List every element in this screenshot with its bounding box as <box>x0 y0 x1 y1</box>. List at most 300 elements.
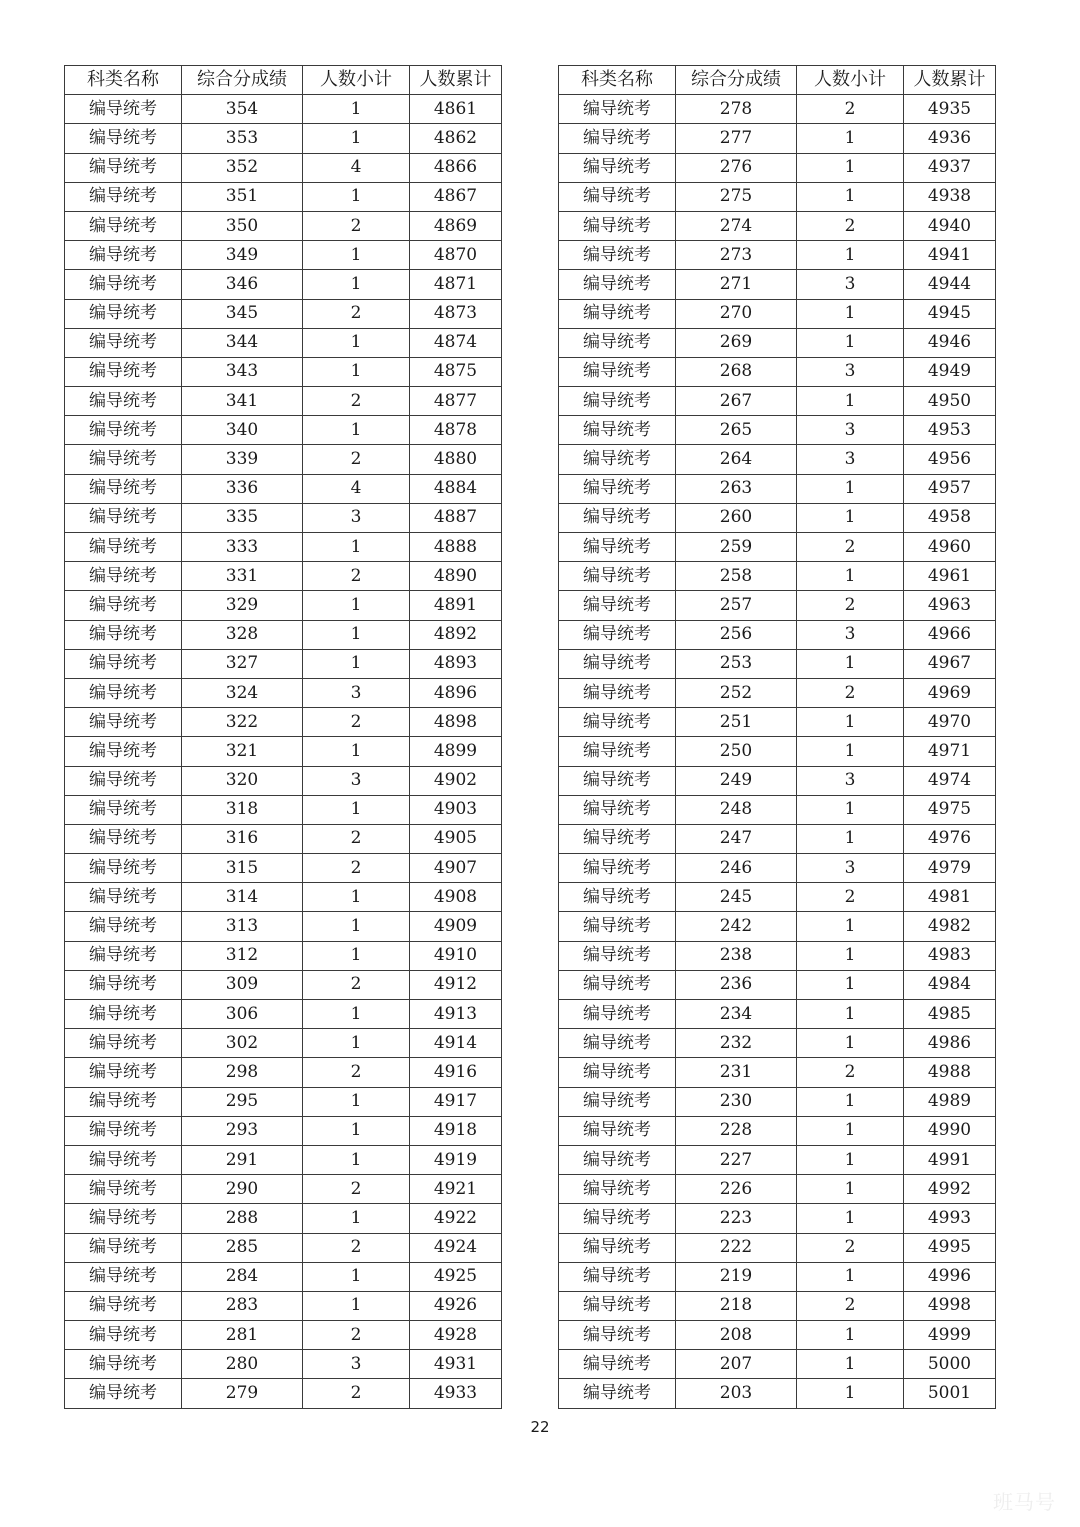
cell-cumulative: 4928 <box>410 1321 502 1350</box>
table-row <box>65 620 502 649</box>
cell-subject: 编导统考 <box>559 854 676 883</box>
cell-subtotal: 1 <box>303 1204 410 1233</box>
cell-score: 331 <box>182 562 303 591</box>
cell-cumulative: 4937 <box>904 153 996 182</box>
cell-cumulative: 4902 <box>410 766 502 795</box>
cell-subject: 编导统考 <box>65 1145 182 1174</box>
cell-subtotal: 1 <box>303 95 410 124</box>
table-row <box>559 1175 996 1204</box>
cell-cumulative: 4949 <box>904 357 996 386</box>
cell-cumulative: 4867 <box>410 182 502 211</box>
table-row <box>65 1145 502 1174</box>
cell-subject: 编导统考 <box>65 941 182 970</box>
cell-subtotal: 1 <box>797 708 904 737</box>
cell-cumulative: 4998 <box>904 1291 996 1320</box>
cell-subject: 编导统考 <box>559 824 676 853</box>
cell-subject: 编导统考 <box>65 795 182 824</box>
table-row <box>559 474 996 503</box>
cell-subtotal: 1 <box>797 649 904 678</box>
cell-subject: 编导统考 <box>559 620 676 649</box>
cell-subtotal: 1 <box>303 182 410 211</box>
cell-subtotal: 1 <box>797 970 904 999</box>
cell-subject: 编导统考 <box>65 503 182 532</box>
table-row <box>65 124 502 153</box>
cell-cumulative: 5000 <box>904 1350 996 1379</box>
cell-subject: 编导统考 <box>559 387 676 416</box>
cell-subject: 编导统考 <box>65 299 182 328</box>
cell-score: 290 <box>182 1175 303 1204</box>
table-row <box>559 387 996 416</box>
cell-subject: 编导统考 <box>65 95 182 124</box>
cell-score: 324 <box>182 678 303 707</box>
cell-subtotal: 1 <box>797 824 904 853</box>
cell-subtotal: 1 <box>797 1321 904 1350</box>
cell-cumulative: 4957 <box>904 474 996 503</box>
cell-cumulative: 4888 <box>410 533 502 562</box>
cell-subject: 编导统考 <box>65 387 182 416</box>
cell-cumulative: 4940 <box>904 211 996 240</box>
cell-score: 329 <box>182 591 303 620</box>
cell-subtotal: 1 <box>303 941 410 970</box>
cell-subtotal: 1 <box>797 124 904 153</box>
cell-score: 207 <box>676 1350 797 1379</box>
table-row <box>559 182 996 211</box>
cell-score: 295 <box>182 1087 303 1116</box>
cell-score: 251 <box>676 708 797 737</box>
table-row <box>65 737 502 766</box>
cell-subtotal: 3 <box>303 766 410 795</box>
cell-subject: 编导统考 <box>65 1087 182 1116</box>
table-row <box>559 1116 996 1145</box>
cell-subject: 编导统考 <box>559 562 676 591</box>
cell-score: 228 <box>676 1116 797 1145</box>
cell-subject: 编导统考 <box>559 1175 676 1204</box>
cell-score: 298 <box>182 1058 303 1087</box>
cell-subject: 编导统考 <box>559 941 676 970</box>
table-row <box>559 824 996 853</box>
header-score: 综合分成绩 <box>182 66 303 95</box>
cell-subtotal: 2 <box>797 1058 904 1087</box>
cell-subject: 编导统考 <box>559 795 676 824</box>
cell-subject: 编导统考 <box>65 1350 182 1379</box>
cell-subtotal: 2 <box>303 708 410 737</box>
cell-subject: 编导统考 <box>65 883 182 912</box>
cell-cumulative: 4991 <box>904 1145 996 1174</box>
cell-subtotal: 1 <box>797 1145 904 1174</box>
cell-score: 219 <box>676 1262 797 1291</box>
cell-subject: 编导统考 <box>559 533 676 562</box>
cell-score: 236 <box>676 970 797 999</box>
cell-cumulative: 4919 <box>410 1145 502 1174</box>
table-row <box>65 387 502 416</box>
cell-subject: 编导统考 <box>559 1087 676 1116</box>
cell-score: 313 <box>182 912 303 941</box>
cell-subtotal: 2 <box>797 678 904 707</box>
cell-subject: 编导统考 <box>559 970 676 999</box>
cell-subtotal: 1 <box>303 357 410 386</box>
cell-score: 353 <box>182 124 303 153</box>
score-table-right <box>558 65 996 1409</box>
table-row <box>65 941 502 970</box>
cell-subject: 编导统考 <box>65 1262 182 1291</box>
cell-score: 354 <box>182 95 303 124</box>
cell-cumulative: 4892 <box>410 620 502 649</box>
table-row <box>65 474 502 503</box>
cell-score: 350 <box>182 211 303 240</box>
cell-cumulative: 4884 <box>410 474 502 503</box>
cell-subject: 编导统考 <box>65 241 182 270</box>
cell-cumulative: 4878 <box>410 416 502 445</box>
cell-subject: 编导统考 <box>559 912 676 941</box>
table-row <box>65 1262 502 1291</box>
cell-cumulative: 4862 <box>410 124 502 153</box>
cell-cumulative: 4986 <box>904 1029 996 1058</box>
table-row <box>559 1029 996 1058</box>
cell-subject: 编导统考 <box>65 912 182 941</box>
table-row <box>65 1204 502 1233</box>
table-row <box>559 416 996 445</box>
cell-subject: 编导统考 <box>559 1321 676 1350</box>
table-row <box>65 1058 502 1087</box>
cell-subject: 编导统考 <box>65 1321 182 1350</box>
cell-score: 280 <box>182 1350 303 1379</box>
page-number: 22 <box>530 1418 550 1436</box>
cell-cumulative: 4866 <box>410 153 502 182</box>
cell-subject: 编导统考 <box>559 241 676 270</box>
table-row <box>65 299 502 328</box>
table-row <box>65 1321 502 1350</box>
cell-cumulative: 4877 <box>410 387 502 416</box>
cell-cumulative: 4999 <box>904 1321 996 1350</box>
header-subtotal: 人数小计 <box>797 66 904 95</box>
cell-subject: 编导统考 <box>559 1116 676 1145</box>
cell-subtotal: 1 <box>303 270 410 299</box>
cell-cumulative: 4926 <box>410 1291 502 1320</box>
cell-cumulative: 4989 <box>904 1087 996 1116</box>
cell-subtotal: 2 <box>303 562 410 591</box>
cell-subtotal: 1 <box>797 912 904 941</box>
cell-score: 252 <box>676 678 797 707</box>
cell-subtotal: 2 <box>303 1233 410 1262</box>
cell-subject: 编导统考 <box>65 970 182 999</box>
cell-subtotal: 2 <box>303 1321 410 1350</box>
cell-cumulative: 4891 <box>410 591 502 620</box>
cell-score: 306 <box>182 1000 303 1029</box>
table-row <box>559 1321 996 1350</box>
cell-subject: 编导统考 <box>65 328 182 357</box>
cell-score: 302 <box>182 1029 303 1058</box>
table-row <box>65 1000 502 1029</box>
cell-cumulative: 4903 <box>410 795 502 824</box>
cell-subject: 编导统考 <box>559 1350 676 1379</box>
cell-score: 316 <box>182 824 303 853</box>
cell-cumulative: 4969 <box>904 678 996 707</box>
cell-subject: 编导统考 <box>559 328 676 357</box>
cell-score: 321 <box>182 737 303 766</box>
header-subject: 科类名称 <box>65 66 182 95</box>
cell-subject: 编导统考 <box>559 153 676 182</box>
cell-subtotal: 2 <box>797 883 904 912</box>
table-row <box>559 1350 996 1379</box>
cell-subtotal: 1 <box>797 503 904 532</box>
cell-score: 247 <box>676 824 797 853</box>
cell-score: 253 <box>676 649 797 678</box>
cell-subtotal: 1 <box>797 1175 904 1204</box>
cell-cumulative: 4995 <box>904 1233 996 1262</box>
cell-cumulative: 4950 <box>904 387 996 416</box>
cell-cumulative: 4870 <box>410 241 502 270</box>
table-row <box>65 912 502 941</box>
cell-subtotal: 3 <box>797 766 904 795</box>
cell-subject: 编导统考 <box>559 1029 676 1058</box>
table-row <box>65 883 502 912</box>
cell-score: 327 <box>182 649 303 678</box>
table-row <box>65 211 502 240</box>
header-subject: 科类名称 <box>559 66 676 95</box>
cell-subject: 编导统考 <box>559 474 676 503</box>
cell-subtotal: 3 <box>303 678 410 707</box>
cell-score: 218 <box>676 1291 797 1320</box>
cell-cumulative: 4956 <box>904 445 996 474</box>
cell-subtotal: 1 <box>303 533 410 562</box>
cell-subject: 编导统考 <box>559 766 676 795</box>
cell-subtotal: 2 <box>797 591 904 620</box>
cell-subtotal: 1 <box>797 1000 904 1029</box>
cell-score: 238 <box>676 941 797 970</box>
cell-cumulative: 4966 <box>904 620 996 649</box>
cell-subtotal: 3 <box>797 445 904 474</box>
cell-subtotal: 1 <box>303 1087 410 1116</box>
cell-subject: 编导统考 <box>559 1291 676 1320</box>
cell-cumulative: 4910 <box>410 941 502 970</box>
cell-subject: 编导统考 <box>65 445 182 474</box>
cell-cumulative: 4925 <box>410 1262 502 1291</box>
cell-subject: 编导统考 <box>559 124 676 153</box>
cell-cumulative: 4961 <box>904 562 996 591</box>
cell-subtotal: 1 <box>303 1145 410 1174</box>
cell-subtotal: 1 <box>303 1116 410 1145</box>
table-row <box>65 95 502 124</box>
table-row <box>559 241 996 270</box>
cell-score: 268 <box>676 357 797 386</box>
cell-cumulative: 4913 <box>410 1000 502 1029</box>
cell-subtotal: 1 <box>303 1029 410 1058</box>
cell-subtotal: 2 <box>303 970 410 999</box>
cell-cumulative: 4938 <box>904 182 996 211</box>
table-row <box>559 678 996 707</box>
cell-cumulative: 4921 <box>410 1175 502 1204</box>
cell-subject: 编导统考 <box>559 95 676 124</box>
cell-subtotal: 4 <box>303 474 410 503</box>
score-table-left <box>64 65 502 1409</box>
cell-score: 245 <box>676 883 797 912</box>
cell-subject: 编导统考 <box>65 1058 182 1087</box>
cell-subject: 编导统考 <box>65 1291 182 1320</box>
cell-subtotal: 3 <box>797 854 904 883</box>
cell-subject: 编导统考 <box>65 1000 182 1029</box>
cell-cumulative: 4975 <box>904 795 996 824</box>
cell-subtotal: 1 <box>797 153 904 182</box>
table-row <box>559 1262 996 1291</box>
cell-subtotal: 2 <box>303 445 410 474</box>
table-row <box>65 241 502 270</box>
watermark-text: 班马号 <box>993 1490 1056 1514</box>
cell-cumulative: 4873 <box>410 299 502 328</box>
cell-score: 226 <box>676 1175 797 1204</box>
cell-subtotal: 1 <box>303 124 410 153</box>
cell-subtotal: 1 <box>303 1291 410 1320</box>
cell-cumulative: 4912 <box>410 970 502 999</box>
cell-subtotal: 1 <box>303 883 410 912</box>
cell-subject: 编导统考 <box>65 153 182 182</box>
cell-score: 263 <box>676 474 797 503</box>
cell-score: 234 <box>676 1000 797 1029</box>
cell-subject: 编导统考 <box>559 416 676 445</box>
table-row <box>559 1233 996 1262</box>
table-row <box>65 270 502 299</box>
cell-cumulative: 4935 <box>904 95 996 124</box>
cell-cumulative: 4869 <box>410 211 502 240</box>
cell-score: 264 <box>676 445 797 474</box>
cell-subject: 编导统考 <box>559 883 676 912</box>
cell-score: 281 <box>182 1321 303 1350</box>
table-row <box>559 328 996 357</box>
cell-subtotal: 1 <box>797 328 904 357</box>
cell-cumulative: 4982 <box>904 912 996 941</box>
cell-cumulative: 4996 <box>904 1262 996 1291</box>
cell-subtotal: 1 <box>797 387 904 416</box>
cell-cumulative: 4905 <box>410 824 502 853</box>
cell-subtotal: 2 <box>797 1233 904 1262</box>
cell-subtotal: 2 <box>303 854 410 883</box>
cell-score: 274 <box>676 211 797 240</box>
cell-subject: 编导统考 <box>65 591 182 620</box>
cell-score: 227 <box>676 1145 797 1174</box>
cell-cumulative: 4984 <box>904 970 996 999</box>
cell-subtotal: 2 <box>303 387 410 416</box>
cell-score: 278 <box>676 95 797 124</box>
cell-score: 345 <box>182 299 303 328</box>
table-row <box>65 1029 502 1058</box>
cell-subject: 编导统考 <box>559 1233 676 1262</box>
cell-subject: 编导统考 <box>559 678 676 707</box>
cell-subtotal: 2 <box>303 1379 410 1408</box>
cell-cumulative: 4933 <box>410 1379 502 1408</box>
cell-cumulative: 4871 <box>410 270 502 299</box>
table-row <box>65 1350 502 1379</box>
cell-subtotal: 3 <box>303 503 410 532</box>
cell-subtotal: 3 <box>797 620 904 649</box>
cell-subject: 编导统考 <box>559 1262 676 1291</box>
cell-subtotal: 1 <box>797 1262 904 1291</box>
cell-subject: 编导统考 <box>65 562 182 591</box>
cell-cumulative: 4944 <box>904 270 996 299</box>
cell-cumulative: 4875 <box>410 357 502 386</box>
cell-subject: 编导统考 <box>559 1145 676 1174</box>
cell-cumulative: 4970 <box>904 708 996 737</box>
cell-cumulative: 4979 <box>904 854 996 883</box>
cell-subject: 编导统考 <box>65 124 182 153</box>
table-row <box>559 854 996 883</box>
cell-cumulative: 4958 <box>904 503 996 532</box>
table-row <box>559 445 996 474</box>
table-row <box>65 649 502 678</box>
table-row <box>559 1087 996 1116</box>
cell-cumulative: 4946 <box>904 328 996 357</box>
cell-subtotal: 1 <box>797 1087 904 1116</box>
cell-subtotal: 2 <box>303 1175 410 1204</box>
cell-score: 222 <box>676 1233 797 1262</box>
cell-score: 351 <box>182 182 303 211</box>
cell-subtotal: 1 <box>797 941 904 970</box>
cell-subject: 编导统考 <box>65 824 182 853</box>
cell-score: 260 <box>676 503 797 532</box>
table-row <box>559 95 996 124</box>
table-row <box>65 328 502 357</box>
cell-score: 291 <box>182 1145 303 1174</box>
cell-subject: 编导统考 <box>559 1058 676 1087</box>
cell-subtotal: 2 <box>797 211 904 240</box>
cell-subtotal: 2 <box>303 299 410 328</box>
table-row <box>559 1379 996 1408</box>
cell-subject: 编导统考 <box>65 737 182 766</box>
cell-subtotal: 1 <box>303 1262 410 1291</box>
cell-score: 335 <box>182 503 303 532</box>
cell-cumulative: 4874 <box>410 328 502 357</box>
cell-score: 283 <box>182 1291 303 1320</box>
table-row <box>559 562 996 591</box>
table-row <box>559 941 996 970</box>
cell-subject: 编导统考 <box>65 533 182 562</box>
table-row <box>65 824 502 853</box>
table-row <box>559 1204 996 1233</box>
table-row <box>559 649 996 678</box>
cell-subject: 编导统考 <box>65 1204 182 1233</box>
cell-subtotal: 1 <box>303 912 410 941</box>
cell-score: 223 <box>676 1204 797 1233</box>
cell-score: 349 <box>182 241 303 270</box>
cell-subject: 编导统考 <box>65 766 182 795</box>
cell-subtotal: 1 <box>303 795 410 824</box>
cell-subtotal: 2 <box>303 211 410 240</box>
table-row <box>65 357 502 386</box>
cell-cumulative: 4916 <box>410 1058 502 1087</box>
cell-score: 277 <box>676 124 797 153</box>
header-cumulative: 人数累计 <box>410 66 502 95</box>
cell-subject: 编导统考 <box>559 211 676 240</box>
cell-subject: 编导统考 <box>559 503 676 532</box>
table-row <box>559 912 996 941</box>
cell-subject: 编导统考 <box>559 270 676 299</box>
cell-cumulative: 4914 <box>410 1029 502 1058</box>
cell-subject: 编导统考 <box>559 299 676 328</box>
cell-subject: 编导统考 <box>65 620 182 649</box>
cell-subject: 编导统考 <box>65 1116 182 1145</box>
table-row <box>559 970 996 999</box>
header-subtotal: 人数小计 <box>303 66 410 95</box>
cell-cumulative: 4890 <box>410 562 502 591</box>
cell-cumulative: 4907 <box>410 854 502 883</box>
cell-cumulative: 4922 <box>410 1204 502 1233</box>
table-row <box>65 1291 502 1320</box>
header-cumulative: 人数累计 <box>904 66 996 95</box>
table-row <box>559 708 996 737</box>
cell-cumulative: 4976 <box>904 824 996 853</box>
cell-subtotal: 1 <box>303 241 410 270</box>
table-row <box>559 124 996 153</box>
table-header-row <box>65 66 502 95</box>
table-row <box>65 533 502 562</box>
